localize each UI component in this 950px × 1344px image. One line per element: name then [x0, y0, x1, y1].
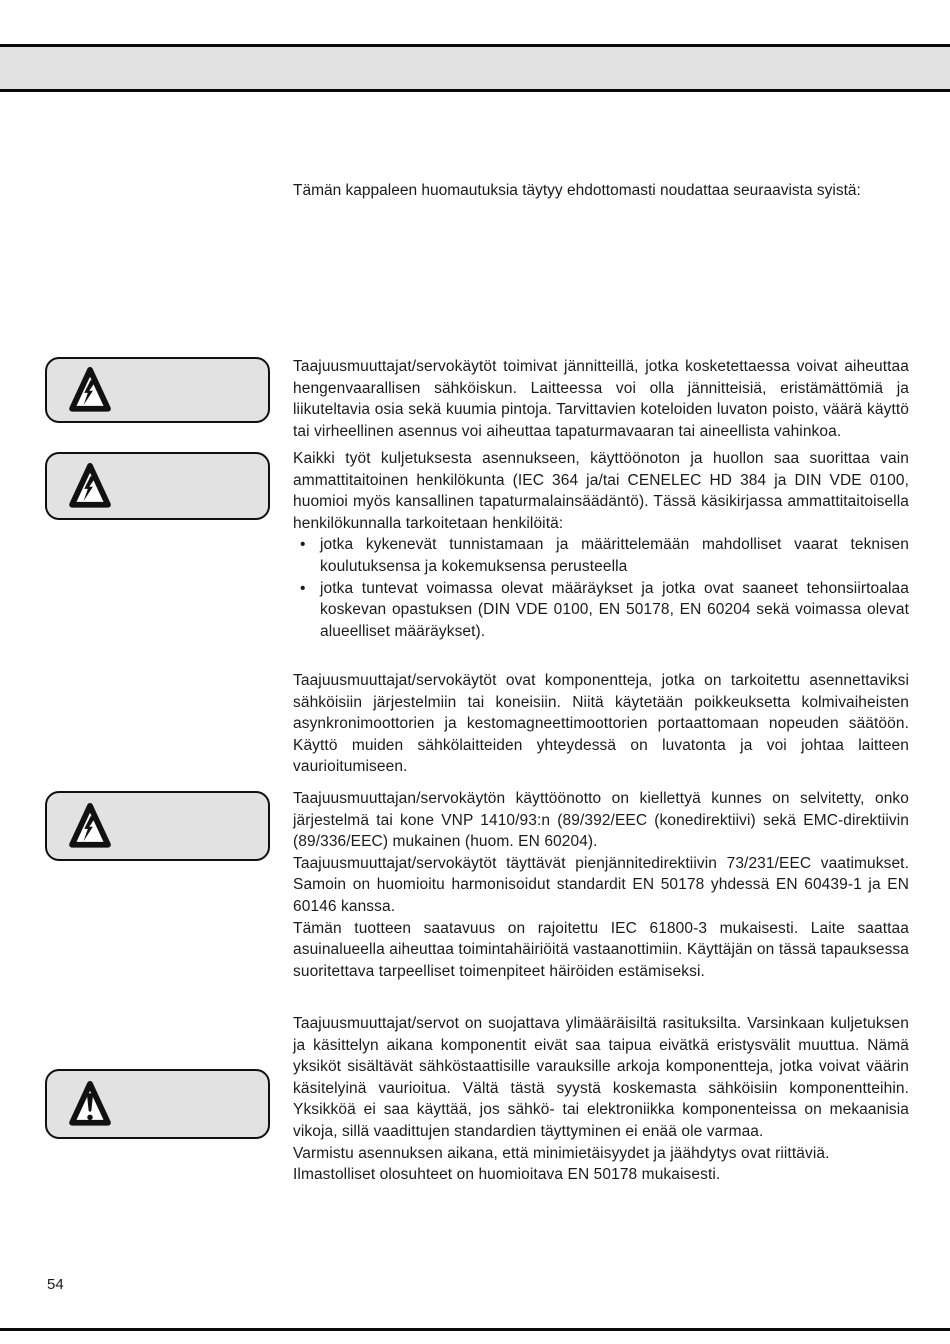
- paragraph: Ilmastolliset olosuhteet on huomioitava EN 50178 mukaisesti.: [293, 1166, 721, 1184]
- electric-shock-warning-icon: [67, 363, 113, 417]
- section-qualified-personnel: [293, 448, 909, 642]
- warning-box-electric-1: [45, 357, 270, 423]
- paragraph: Tämän tuotteen saatavuus on rajoitettu IEC 61800-3 mukaisesti. Laite saattaa asuinalueella aiheuttaa toimintahäiriöitä vastaanottimiin. Käyttäjän on tässä tapauksessa suoritettava tarpeelliset toimenpiteet häiröiden estämiseksi.: [293, 919, 909, 980]
- section-handling-esd: [293, 1013, 909, 1186]
- list-item: [293, 534, 909, 577]
- bullet-icon: •: [300, 579, 306, 597]
- general-warning-icon: [67, 1077, 113, 1131]
- section-intended-use: [293, 670, 909, 778]
- bullet-text: jotka tuntevat voimassa olevat määräykset ja jotka ovat saaneet tehonsiirtoalaa koskevan opastuksen (DIN VDE 0100, EN 50178, EN 60204 sekä voimassa olevat alueelliset määräykset).: [320, 579, 909, 640]
- electric-shock-warning-icon: [67, 459, 113, 513]
- paragraph: Taajuusmuuttajat/servokäytöt täyttävät pienjännitedirektiivin 73/231/EEC vaatimukset. Samoin on huomioitu harmonisoidut standardit EN 50178 yhdessä EN 60439-1 ja EN 60146 kanssa.: [293, 854, 909, 915]
- footer-rule: [0, 1328, 950, 1331]
- paragraph: Taajuusmuuttajan/servokäytön käyttöönotto on kiellettyä kunnes on selvitetty, onko järjestelmä tai kone VNP 1410/93:n (89/392/EEC (konedirektiivi) sekä EMC-direktiivin (89/336/EEC) mukainen (huom. EN 60204).: [293, 790, 909, 851]
- section-voltage-hazard: [293, 356, 909, 442]
- paragraph: Taajuusmuuttajat/servot on suojattava ylimääräisiltä rasituksilta. Varsinkaan kuljetuksen ja käsittelyn aikana komponentit eivät saa taipua eivätkä eristysvälit muuttua. Nämä yksiköt sisältävät sähköstaattisille varauksille arkoja komponentteja, jotka voivat väärin käsitelyinä vaurioitua. Vältä tästä syystä koskemasta sähköisiin komponentteihin. Yksikköä ei saa käyttää, jos sähkö- tai elektroniikka komponenteissa on mekaanisia vikoja, sillä vaadittujen standardien täyttyminen ei enää ole varmaa.: [293, 1015, 909, 1140]
- electric-shock-warning-icon: [67, 799, 113, 853]
- header-band: [0, 44, 950, 92]
- list-item: [293, 578, 909, 643]
- paragraph: Taajuusmuuttajat/servokäytöt ovat komponentteja, jotka on tarkoitettu asennettaviksi sähköisiin järjestelmiin tai koneisiin. Niitä käytetään poikkeuksetta kolmivaiheisten asynkronimoottorien ja kestomagneettimoottorien portaattomaan nopeuden säätöön. Käyttö muiden sähkölaitteiden yhteydessä on luvatonta ja voi johtaa laitteen vaurioitumiseen.: [293, 672, 909, 776]
- section-directives: [293, 788, 909, 982]
- bullet-text: jotka kykenevät tunnistamaan ja määrittelemään mahdolliset vaarat teknisen koulutuksensa ja kokemuksensa perusteella: [320, 536, 909, 575]
- page-number: 54: [47, 1276, 64, 1293]
- paragraph: Kaikki työt kuljetuksesta asennukseen, käyttöönoton ja huollon saa suorittaa vain ammattitaitoinen henkilökunta (IEC 364 ja/tai CENELEC HD 384 ja DIN VDE 0100, huomioi myös kansallinen tapaturmalainsäädäntö). Tässä käsikirjassa ammattitaitoisella henkilökunnalla tarkoitetaan henkilöitä:: [293, 450, 909, 532]
- paragraph: Varmistu asennuksen aikana, että minimietäisyydet ja jäähdytys ovat riittäviä.: [293, 1144, 830, 1162]
- warning-box-electric-3: [45, 791, 270, 861]
- paragraph: Taajuusmuuttajat/servokäytöt toimivat jännitteillä, jotka kosketettaessa voivat aiheuttaa hengenvaarallisen sähköiskun. Laitteessa voi olla jännitteisiä, eristämättömiä ja liikuteltavia osia sekä kuumia pintoja. Tarvittavien koteloiden luvaton poisto, väärä käyttö tai virheellinen asennus voi aiheuttaa tapaturmavaaran tai aineellista vahinkoa.: [293, 358, 909, 440]
- bullet-icon: •: [300, 536, 306, 554]
- warning-box-electric-2: [45, 452, 270, 520]
- warning-box-general: [45, 1069, 270, 1139]
- intro-paragraph: Tämän kappaleen huomautuksia täytyy ehdottomasti noudattaa seuraavista syistä:: [293, 182, 861, 199]
